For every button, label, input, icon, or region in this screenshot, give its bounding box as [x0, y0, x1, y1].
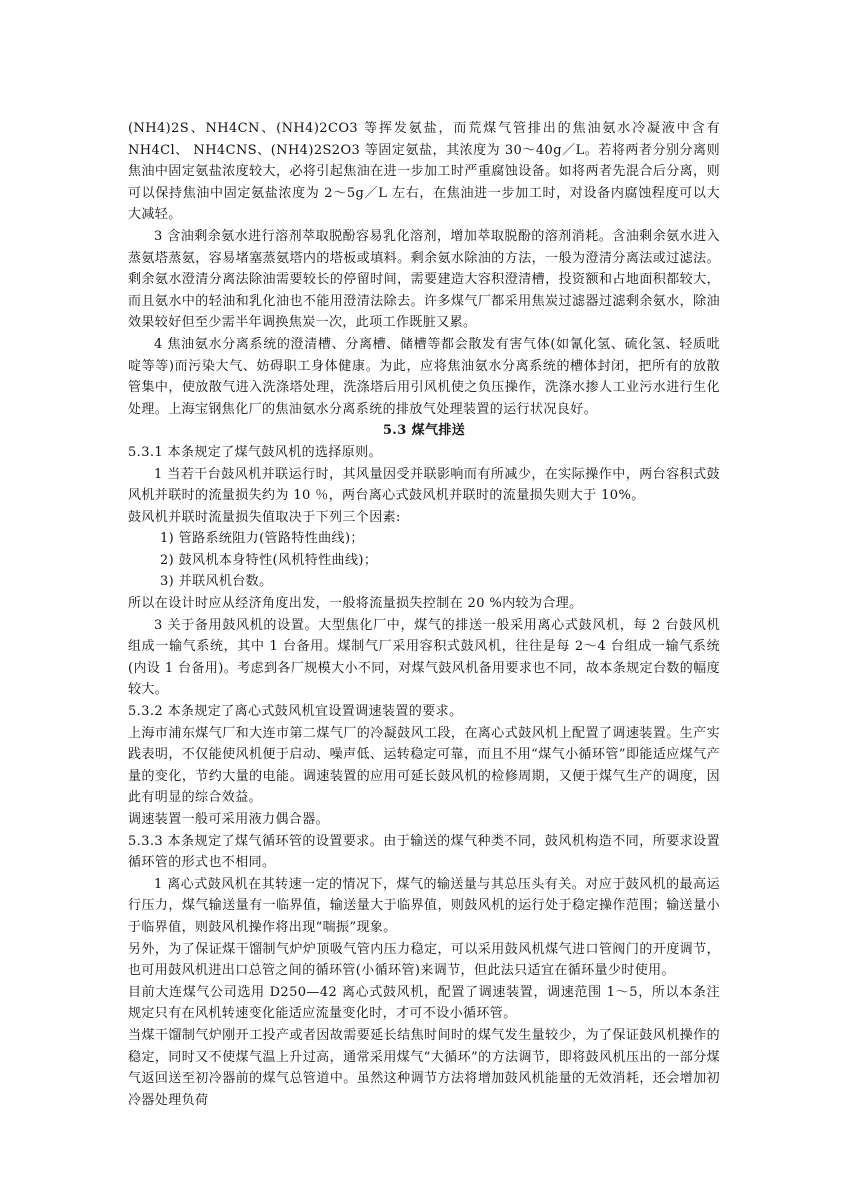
list-item: 1) 管路系统阻力(管路特性曲线)；: [160, 531, 364, 547]
paragraph: 1 离心式鼓风机在其转速一定的情况下，煤气的输送量与其总压头有关。对应于鼓风机的最高运行压力，煤气输送量有一临界值，输送量大于临界值，则鼓风机的运行处于稳定操作范围；输送量小于临界值，则鼓风机操作将出现“喘振”现象。: [128, 876, 720, 935]
paragraph: 目前大连煤气公司选用 D250—42 离心式鼓风机，配置了调速装置，调速范围 1～5，所以本条注规定只有在风机转速变化能适应流量变化时，才可不设小循环管。: [128, 984, 720, 1022]
section-heading: 5.3 煤气排送: [382, 423, 466, 439]
list-item: 3) 并联风机台数。: [160, 574, 273, 590]
paragraph: 调速装置一般可采用液力偶合器。: [128, 812, 330, 827]
paragraph: 3 关于备用鼓风机的设置。大型焦化厂中，煤气的排送一般采用离心式鼓风机，每 2 台鼓风机组成一输气系统，其中 1 台备用。煤制气厂采用容积式鼓风机，往往是每 2～4 台组成一输气系统(内设 1 台备用)。考虑到各厂规模大小不同，对煤气鼓风机备用要求也不同，故本条规定台数的幅度较大。: [128, 617, 720, 698]
paragraph: 4 焦油氨水分离系统的澄清槽、分离槽、储槽等都会散发有害气体(如氰化氢、硫化氢、轻质吡啶等等)而污染大气、妨碍职工身体健康。为此，应将焦油氨水分离系统的槽体封闭，把所有的放散管集中，使放散气进入洗涤塔处理，洗涤塔后用引风机使之负压操作，洗涤水掺人工业污水进行生化处理。上海宝钢焦化厂的焦油氨水分离系统的排放气处理装置的运行状况良好。: [128, 336, 720, 417]
document-page: [128, 118, 720, 1111]
paragraph: 5.3.3 本条规定了煤气循环管的设置要求。由于输送的煤气种类不同，鼓风机构造不同，所要求设置循环管的形式也不相同。: [128, 833, 720, 871]
paragraph: 所以在设计时应从经济角度出发，一般将流量损失控制在 20 %内较为合理。: [128, 596, 583, 612]
paragraph: 当煤干馏制气炉刚开工投产或者因故需要延长结焦时间时的煤气发生量较少，为了保证鼓风机操作的稳定，同时又不使煤气温上升过高，通常采用煤气“大循环”的方法调节，即将鼓风机压出的一部分煤气返回送至初冷器前的煤气总管道中。虽然这种调节方法将增加鼓风机能量的无效消耗，还会增加初冷器处理负荷: [128, 1027, 720, 1108]
paragraph: 3 含油剩余氨水进行溶剂萃取脱酚容易乳化溶剂，增加萃取脱酚的溶剂消耗。含油剩余氨水进入蒸氨塔蒸氨，容易堵塞蒸氨塔内的塔板或填料。剩余氨水除油的方法，一般为澄清分离法或过滤法。剩余氨水澄清分离法除油需要较长的停留时间，需要建造大容积澄清槽，投资额和占地面积都较大，而且氨水中的轻油和乳化油也不能用澄清法除去。许多煤气厂都采用焦炭过滤器过滤剩余氨水，除油效果较好但至少需半年调换焦炭一次，此项工作既脏又累。: [128, 228, 720, 331]
paragraph: (NH4)2S、NH4CN、(NH4)2CO3 等挥发氨盐，而荒煤气管排出的焦油氨水冷凝液中含有 NH4Cl、 NH4CNS、(NH4)2S2O3 等固定氨盐，其浓度为 30～40g／L。若将两者分别分离则焦油中固定氨盐浓度较大，必将引起焦油在进一步加工时严重腐蚀设备。如将两者先混合后分离，则可以保持焦油中固定氨盐浓度为 2～5g／L 左右，在焦油进一步加工时，对设备内腐蚀程度可以大大减轻。: [128, 121, 720, 223]
paragraph: 鼓风机并联时流量损失值取决于下列三个因素:: [128, 509, 401, 525]
paragraph: 另外，为了保证煤干馏制气炉炉顶吸气管内压力稳定，可以采用鼓风机煤气进口管阀门的开度调节，也可用鼓风机进出口总管之间的循环管(小循环管)来调节，但此法只适宜在循环量少时使用。: [128, 941, 720, 979]
paragraph: 1 当若干台鼓风机并联运行时，其风量因受并联影响而有所减少，在实际操作中，两台容积式鼓风机并联时的流量损失约为 10 ％，两台离心式鼓风机并联时的流量损失则大于 10%。: [128, 466, 720, 504]
list-item: 2) 鼓风机本身特性(风机特性曲线)；: [160, 552, 378, 568]
paragraph: 5.3.1 本条规定了煤气鼓风机的选择原则。: [128, 444, 383, 460]
paragraph: 5.3.2 本条规定了离心式鼓风机宜设置调速装置的要求。: [128, 704, 463, 720]
paragraph: 上海市浦东煤气厂和大连市第二煤气厂的冷凝鼓风工段，在离心式鼓风机上配置了调速装置。生产实践表明，不仅能使风机便于启动、噪声低、运转稳定可靠，而且不用“煤气小循环管”即能适应煤气产量的变化，节约大量的电能。调速装置的应用可延长鼓风机的检修周期，又便于煤气生产的调度，因此有明显的综合效益。: [128, 725, 720, 806]
